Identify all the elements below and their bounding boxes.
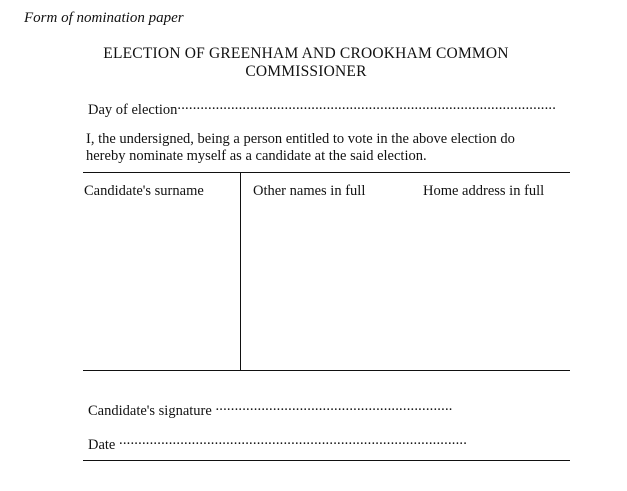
election-title-line-2: COMMISSIONER xyxy=(245,63,367,80)
header-other-names: Other names in full xyxy=(253,183,366,199)
election-title-line-1: ELECTION OF GREENHAM AND CROOKHAM COMMON xyxy=(103,45,509,62)
column-divider xyxy=(240,172,241,370)
signature-dotted-line xyxy=(215,398,453,415)
declaration-text xyxy=(86,131,576,165)
candidate-signature-field[interactable] xyxy=(88,398,488,420)
header-home-address: Home address in full xyxy=(423,183,545,199)
date-label: Date xyxy=(88,437,116,453)
table-top-rule xyxy=(83,172,570,173)
day-of-election-label: Day of election xyxy=(88,102,178,118)
header-candidate-surname: Candidate's surname xyxy=(84,183,204,199)
declaration-line-1: I, the undersigned, being a person entitled to vote in the above election do xyxy=(86,131,515,147)
candidate-surname-cell[interactable] xyxy=(84,205,238,367)
day-of-election-field[interactable] xyxy=(88,97,570,119)
names-and-address-cell[interactable] xyxy=(244,205,570,367)
date-dotted-line xyxy=(119,432,467,449)
date-field[interactable] xyxy=(88,432,488,454)
table-bottom-rule xyxy=(83,370,570,371)
signature-label: Candidate's signature xyxy=(88,403,212,419)
day-of-election-dotted-line xyxy=(177,97,557,114)
form-label: Form of nomination paper xyxy=(24,10,184,26)
form-bottom-rule xyxy=(83,460,570,461)
declaration-line-2: hereby nominate myself as a candidate at the said election. xyxy=(86,148,427,164)
